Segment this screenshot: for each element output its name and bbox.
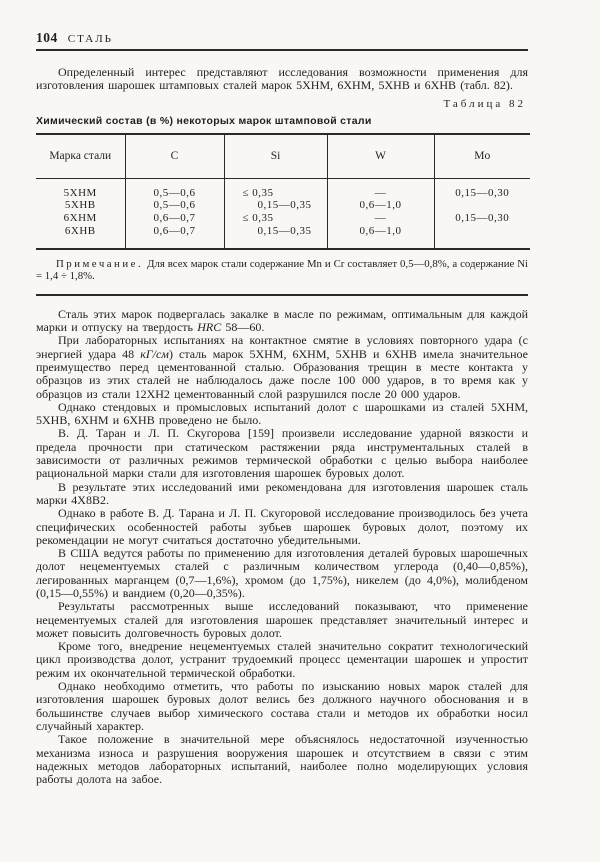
value-cell: 0,6—1,0 <box>327 225 434 249</box>
note-label: Примечание. <box>56 257 144 270</box>
page-number: 104 <box>36 30 58 45</box>
value-cell: ≤ 0,35 <box>224 178 327 199</box>
paragraph <box>36 334 528 400</box>
paragraph <box>36 507 528 547</box>
chemical-composition-table <box>36 133 530 250</box>
text-run: Однако в работе В. Д. Тарана и Л. П. Скугоровой исследование производилось без учета специфических особенностей работы зубьев шарошек буровых долот, поэтому их рекомендации не могут считаться достаточно убедительными. <box>36 506 528 547</box>
value-cell <box>434 225 530 249</box>
paragraph <box>36 680 528 733</box>
body-text <box>36 308 528 787</box>
text-run: Сталь этих марок подвергалась закалке в масле по режимам, оптимальным для каждой марки и отпуску на твердость <box>36 306 528 335</box>
text-run: Однако необходимо отметить, что работы по изысканию новых марок сталей для изготовления шарошек буровых долот велись без должного научного обоснования и в большинстве случаев выбор химического состава стали и методов их обработки носил случайный характер. <box>36 679 528 733</box>
table-header-row <box>36 134 530 179</box>
steel-grade-cell: 6ХНВ <box>36 225 125 249</box>
intro-paragraph: Определенный интерес представляют исследования возможности применения для изготовления шарошек штамповых сталей марок 5ХНМ, 6ХНМ, 5ХНВ и 6ХНВ (табл. 82). <box>36 65 528 93</box>
value-cell: 0,6—0,7 <box>125 225 224 249</box>
note-rule <box>36 294 528 296</box>
text-run: При лабораторных испытаниях на контактное смятие в условиях повторного удара (с энергией удара 48 <box>36 333 528 361</box>
value-cell: 0,15—0,35 <box>224 225 327 249</box>
paragraph <box>36 600 528 640</box>
column-header: Марка стали <box>36 134 125 179</box>
text-run: Кроме того, внедрение нецементуемых сталей значительно сократит технологический цикл производства долот, устранит трудоемкий процесс цементации шарошек и упростит режим их окончательной термической обработки. <box>36 639 528 680</box>
paragraph <box>36 547 528 600</box>
column-header: Mo <box>434 134 530 179</box>
column-header: Si <box>224 134 327 179</box>
paragraph <box>36 640 528 680</box>
paragraph <box>36 308 528 335</box>
running-title: СТАЛЬ <box>67 33 113 45</box>
page-content <box>36 0 528 786</box>
text-run: В США ведутся работы по применению для изготовления деталей буровых шарошечных долот нецементуемых сталей с различным количеством углерода (0,40—0,85%), легированных марганцем (0,7—1,6%), хромом (до 1,75%), никелем (до 4,0%), молибденом (0,15—0,55%) и вандием (0,20—0,35%). <box>36 546 528 600</box>
value-cell: 0,6—1,0 <box>327 199 434 212</box>
table-row <box>36 212 530 225</box>
value-cell <box>434 199 530 212</box>
italic-run: кГ/см <box>140 346 169 361</box>
table-caption: Химический состав (в %) некоторых марок штамповой стали <box>36 114 372 127</box>
table-row <box>36 178 530 199</box>
paragraph <box>36 481 528 508</box>
table-label: Таблица 82 <box>443 97 526 110</box>
value-cell: 0,15—0,35 <box>224 199 327 212</box>
paragraph <box>36 401 528 428</box>
text-run: В. Д. Таран и Л. П. Скугорова [159] произвели исследование ударной вязкости и предела прочности при статическом растяжении ряда инструментальных сталей в зависимости от различных режимов термической обработки с целью выбора наиболее рациональной марки стали для изготовления шарошек буровых долот. <box>36 426 528 481</box>
table-note <box>36 258 528 283</box>
note-text: Для всех марок стали содержание Mn и Cr составляет 0,5—0,8%, а содержание Ni = 1,4 ÷ 1,8%. <box>36 257 528 283</box>
steel-grade-cell: 5ХНВ <box>36 199 125 212</box>
table-row <box>36 199 530 212</box>
text-run: 58—60. <box>221 320 265 335</box>
text-run: Результаты рассмотренных выше исследований показывают, что применение нецементуемых сталей для изготовления шарошек представляет значительный интерес и может повысить долговечность буровых долот. <box>36 599 528 640</box>
steel-grade-cell: 5ХНМ <box>36 178 125 199</box>
value-cell: 0,6—0,7 <box>125 212 224 225</box>
table-body <box>36 178 530 249</box>
value-cell: ≤ 0,35 <box>224 212 327 225</box>
value-cell: 0,15—0,30 <box>455 186 510 199</box>
text-run: В результате этих исследований ими рекомендована для изготовления шарошек сталь марки 4Х8В2. <box>36 479 528 507</box>
table-head <box>36 134 530 179</box>
running-head <box>36 30 528 46</box>
italic-run: HRC <box>197 320 222 335</box>
paragraph <box>36 427 528 480</box>
steel-grade-cell: 6ХНМ <box>36 212 125 225</box>
value-cell: — <box>327 178 434 199</box>
text-run: Однако стендовых и промысловых испытаний долот с шарошками из сталей 5ХНМ, 5ХНВ, 6ХНМ и 6ХНВ проведено не было. <box>36 399 528 428</box>
column-header: C <box>125 134 224 179</box>
value-cell: 0,5—0,6 <box>125 178 224 199</box>
value-cell: — <box>327 212 434 225</box>
value-cell: 0,5—0,6 <box>125 199 224 212</box>
text-run: ) сталь марок 5ХНМ, 6ХНМ, 5ХНВ и 6ХНВ имела значительное преимущество перед цементованной сталью. Образования трещин в месте контакта у образцов из этих сталей не наблюдалось даже после 100 000 ударов, в то время как у образцов из стали 12ХН2 цементованный слой разрушился после 20 000 ударов. <box>36 346 529 401</box>
column-header: W <box>327 134 434 179</box>
paragraph <box>36 733 528 786</box>
value-cell: 0,15—0,30 <box>455 212 510 225</box>
header-rule <box>36 49 528 51</box>
table-row <box>36 225 530 249</box>
text-run: Такое положение в значительной мере объяснялось недостаточной изученностью механизма износа и разрушения вооружения шарошек и отсутствием в связи с этим надежных методов лабораторных испытаний, наиболее полно моделирующих условия работы долота на забое. <box>36 732 528 787</box>
